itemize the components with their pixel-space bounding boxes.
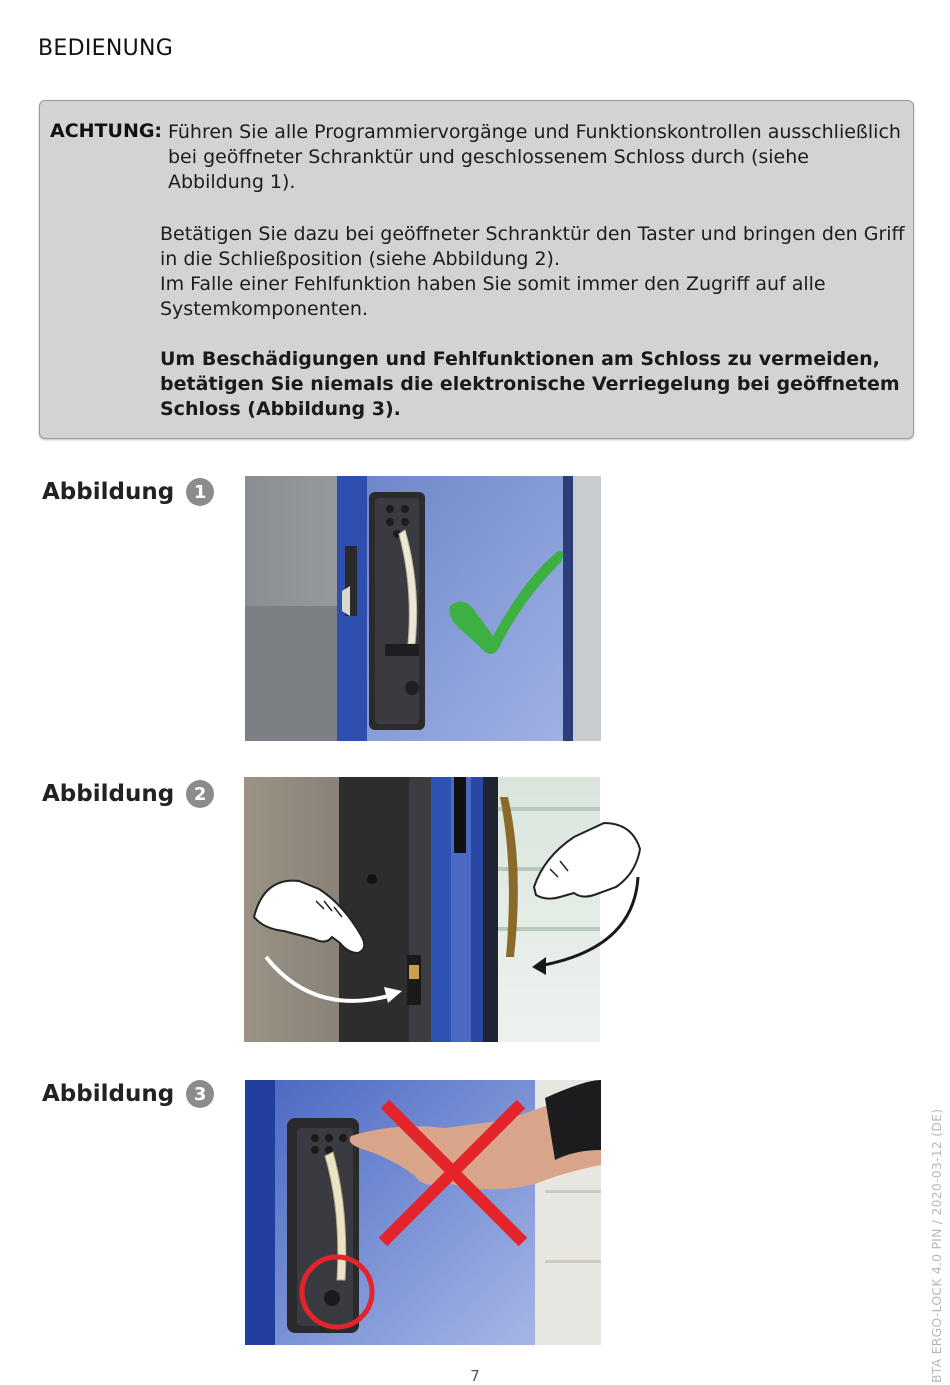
page-number: 7 [470,1367,480,1385]
document-side-note: BTA ERGO-LOCK 4.0 PIN / 2020-03-12 (DE) [929,1108,944,1383]
warning-paragraph-2-line-2: Im Falle einer Fehlfunktion haben Sie somit immer den Zugriff auf alle Systemkomponenten. [160,273,826,320]
warning-box [39,100,914,439]
warning-paragraph-1: Führen Sie alle Programmiervorgänge und Funktionskontrollen ausschließlich bei geöffneter Schranktür und geschlossenem Schloss durch (siehe Abbildung 1). [168,121,901,193]
figure-3-label-text: Abbildung [42,1081,175,1107]
figure-2-label-text: Abbildung [42,781,175,807]
warning-paragraph-3: Um Beschädigungen und Fehlfunktionen am Schloss zu vermeiden, betätigen Sie niemals die elektronische Verriegelung bei geöffnetem Schloss (Abbildung 3). [160,348,900,420]
figure-1-label-text: Abbildung [42,479,175,505]
figure-2-label [42,780,214,808]
warning-paragraph-2 [160,222,905,322]
section-title: BEDIENUNG [38,36,174,61]
figure-2-photo [244,777,644,1042]
figure-1-label [42,478,214,506]
figure-1-number-badge: 1 [186,478,214,506]
figure-3-photo [245,1080,601,1345]
figure-1-photo [245,476,601,741]
warning-paragraph-2-line-1: Betätigen Sie dazu bei geöffneter Schranktür den Taster und bringen den Griff in die Schließposition (siehe Abbildung 2). [160,223,905,270]
warning-label: ACHTUNG: [50,120,163,142]
figure-3-label [42,1080,214,1108]
figure-2-number-badge: 2 [186,780,214,808]
figure-3-number-badge: 3 [186,1080,214,1108]
